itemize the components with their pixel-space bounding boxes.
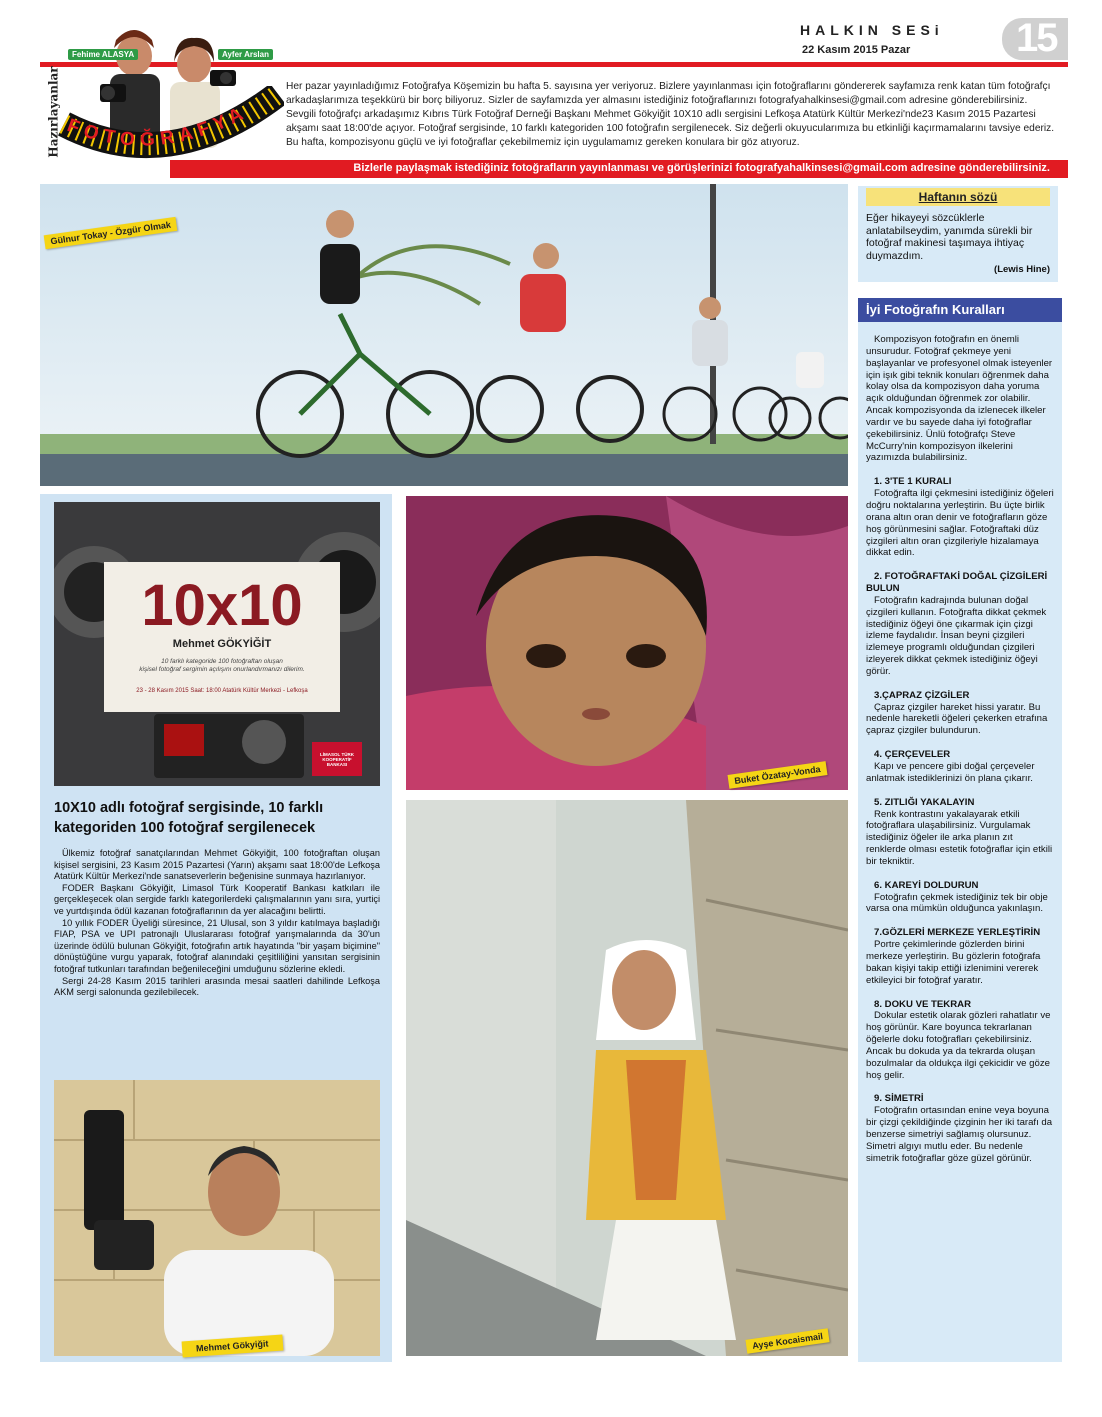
svg-text:FOTOĞRAFYA: FOTOĞRAFYA xyxy=(64,101,252,151)
rule-item: 6. KAREYİ DOLDURUN Fotoğrafın çekmek istediğiniz tek bir obje varsa ona mümkün olduğunca yakınlaşın. xyxy=(866,879,1048,915)
portrait-photo xyxy=(54,1080,380,1356)
caption-cyclists: Gülnur Tokay - Özgür Olmak xyxy=(44,217,178,249)
article-paragraph: FODER Başkanı Gökyiğit, Limasol Türk Kooperatif Bankası katkıları ile gerçekleşecek olan sergide farklı kategorilerdeki çalışmalarının yanı sıra, yurtiçi ve yurtdışında ödül kazanan fotoğraflarının da yer alacağını belirtti. xyxy=(54,882,380,916)
poster-sponsor: LİMASOL TÜRK KOOPERATİF BANKASI xyxy=(320,752,354,767)
rule-item: 7.GÖZLERİ MERKEZE YERLEŞTİRİN Portre çekimlerinde gözlerden birini merkeze yerleştirin. Bu gözlerin fotoğrafa bakan kişiyi takip ettiği izlenimini vererek etkileyici bir fotoğraf yaratır. xyxy=(866,927,1041,986)
rule-item: 1. 3'TE 1 KURALI Fotoğrafta ilgi çekmesini istediğiniz öğeleri doğru noktalarına yerleştirin. Bu üçte birlik orana altın oran denir ve fotoğrafların göze hoş görünmesini sağlar. Fotoğraftaki düz çizgileri altın oran çizgileriyle hizalamaya dikkat edin. xyxy=(866,476,1054,559)
rule-item: 3.ÇAPRAZ ÇİZGİLER Çapraz çizgiler hareket hissi yaratır. Bu nedenle hareketli öğeleri çekerken etrafına çapraz çizgiler bulundurun. xyxy=(866,689,1048,737)
editor-name-1: Fehime ALASYA xyxy=(68,44,138,62)
poster-line-2: kişisel fotoğraf sergimin açılışını onurlandırmanızı dilerim. xyxy=(139,666,305,673)
contact-banner: Bizlerle paylaşmak istediğiniz fotoğrafların yayınlanması ve görüşlerinizi fotografyahalkinsesi@gmail.com adresine gönderebilirsiniz. xyxy=(170,160,1068,178)
rules-title: İyi Fotoğrafın Kuralları xyxy=(858,298,1062,322)
poster-title: 10x10 xyxy=(141,573,303,638)
article-headline: 10X10 adlı fotoğraf sergisinde, 10 farklı kategoriden 100 fotoğraf sergilenecek xyxy=(54,800,324,836)
rule-item: 2. FOTOĞRAFTAKİ DOĞAL ÇİZGİLERİ BULUN Fotoğrafın kadrajında bulunan doğal çizgileri kullanın. Fotoğrafta dikkat çekmek istediğiniz öğeyi öne çıkarmak için çizgi izleme faydalıdır. İnsan beyni çizgileri izlemeye programlı olduğundan çizgileri izleyerek dikkat çekmek istediğiniz öğeyi görür. xyxy=(866,571,1048,677)
quote-title: Haftanın sözü xyxy=(866,188,1050,206)
masthead: HALKIN SESi xyxy=(800,22,944,38)
rules-intro: Kompozisyon fotoğrafın en önemli unsurudur. Fotoğraf çekmeye yeni başlayanlar ve profesyonel olmak isteyenler için işık gibi teknik konuları öğrenmek daha kolay olsa da kompozisyon daha yoruma açık olduğundan öğrenmek zor olabilir. Ancak kompozisyonda da izlenecek ilkeler vardır ve bu sayede daha iyi fotoğraflar çekebilirsiniz. Ünlü fotoğrafçı Steve McCurry'nin kompozisyon ilkelerini yazımızda bulabilirsiniz. xyxy=(866,334,1053,464)
article-body xyxy=(54,848,380,999)
exhibition-poster xyxy=(54,502,380,786)
page-number: 15 xyxy=(1016,16,1057,60)
issue-date: 22 Kasım 2015 Pazar xyxy=(802,44,911,56)
article-paragraph: Sergi 24-28 Kasım 2015 tarihleri arasında mesai saatleri dahilinde Lefkoşa AKM sergi salonunda gezilebilecek. xyxy=(54,975,380,998)
rule-item: 9. SİMETRİ Fotoğrafın ortasından enine veya boyuna bir çizgi çekildiğinde çizginin her iki tarafı da benzerse simetriyi sağlamış olursunuz. Simetri algıyı mutlu eder. Bu nedenle simetrik fotoğraflar göze güzel görünür. xyxy=(866,1093,1053,1164)
rule-item: 4. ÇERÇEVELER Kapı ve pencere gibi doğal çerçeveler anlatmak istediklerinizi ön plana çıkarır. xyxy=(866,749,1035,784)
rules-text xyxy=(866,334,1054,1176)
caption-costume: Ayşe Kocaismail xyxy=(745,1328,829,1353)
caption-girl: Buket Özatay-Vonda xyxy=(728,761,828,789)
poster-name: Mehmet GÖKYİĞİT xyxy=(172,638,272,650)
girl-portrait-photo xyxy=(406,496,848,790)
costume-photo xyxy=(406,800,848,1356)
article-paragraph: Ülkemiz fotoğraf sanatçılarından Mehmet Gökyiğit, 100 fotoğraftan oluşan kişisel sergisini, 23 Kasım 2015 Pazartesi (Yarın) akşamı saat 18:00'de Lefkoşa Atatürk Kültür Merkezi'nde sanatseverlerin beğenisine sunmaya hazırlanıyor. xyxy=(54,848,380,882)
editor-name-2: Ayfer Arslan xyxy=(218,44,273,62)
caption-portrait: Mehmet Gökyiğit xyxy=(182,1335,283,1358)
quote-text: Eğer hikayeyi sözcüklerle anlatabilseydim, yanımda sürekli bir fotoğraf makinesi taşımaya ihtiyaç duymazdım. xyxy=(866,212,1033,262)
section-vertical-label: Hazırlayanlar xyxy=(46,66,61,158)
intro-text: Her pazar yayınladığımız Fotoğrafya Köşemizin bu hafta 5. sayısına yer veriyoruz. Bizlere yayınlanması için fotoğraflarını göndererek sayfamıza renk katan tüm fotoğrafçı arkadaşlarımıza teşekkürü bir borç biliyoruz. Sizler de sayfamızda yer almasını istediğiniz fotoğraflarınızı fotografyahalkinsesi@gmail.com adresine gönderebilirsiniz. Sevgili fotoğrafçı arkadaşımız Kıbrıs Türk Fotoğraf Derneği Başkanı Mehmet Gökyiğit 10X10 adlı sergisini Lefkoşa Atatürk Kültür Merkezi'nde23 Kasım 2015 Pazartesi akşamı saat 18:00'de açıyor. Fotoğraf sergisinde, 10 farklı kategoriden 100 fotoğrafın sergilenecek. Siz değerli okuyucularımıza bu etkinliği kaçırmamalarını tavsiye ederiz. Bu hafta, kompozisyonu güçlü ve iyi fotoğraflar çekebilmemiz için uygulamamız gereken konulara bir göz atıyoruz. xyxy=(286,81,1055,148)
poster-line-1: 10 farklı kategoride 100 fotoğraftan oluşan xyxy=(161,658,283,665)
rule-item: 5. ZITLIĞI YAKALAYIN Renk kontrastını yakalayarak etkili fotoğraflara ulaşabilirsiniz. Vurgulamak istediğiniz öğeler ile arka planın zıt renklerde olması estetik fotoğraflar için etkili bir tekniktir. xyxy=(866,796,1053,867)
rule-item: 8. DOKU VE TEKRAR Dokular estetik olarak gözleri rahatlatır ve hoş görünür. Kare boyunca tekrarlanan öğelerle doku fotoğrafları çekebilirsiniz. Ancak bu dokuda ya da tekrarda oluşan bozulmalar da oldukça ilgi çekicidir ve göze hoş gelir. xyxy=(866,998,1051,1081)
fotografya-logo xyxy=(58,86,284,170)
article-paragraph: 10 yıllık FODER Üyeliği süresince, 21 Ulusal, son 3 yıldır katılmaya başladığı FIAP, PSA ve UPI patronajlı Uluslararası fotoğraf yarışmalarında da 30'un üzerinde ödülü bulunan Gökyiğit, fotoğrafın artık hayatında "bir yaşam biçimine" dönüştüğüne vurgu yaparak, fotoğraf alanındaki çeşitliliğini yansıtan sergisinin fotoğraf tutkunları tarafından beğenileceğini umduğunu sözlerine ekledi. xyxy=(54,917,380,974)
quote-author: (Lewis Hine) xyxy=(994,264,1050,275)
poster-dates: 23 - 28 Kasım 2015 Saat: 18:00 Atatürk Kültür Merkezi - Lefkoşa xyxy=(136,688,308,694)
